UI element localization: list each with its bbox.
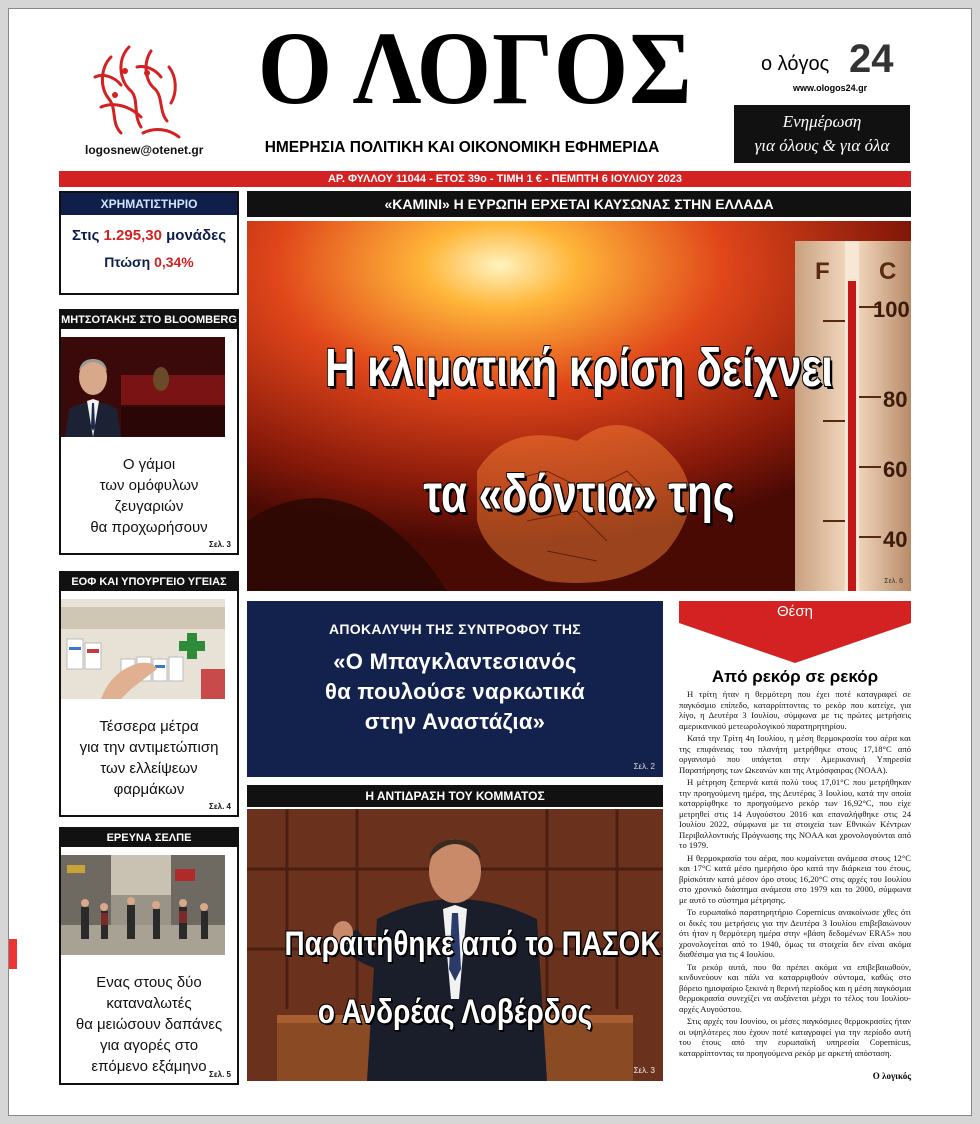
- side-story-consumers[interactable]: [59, 827, 239, 1085]
- brand-number: 24: [849, 37, 894, 81]
- logo-faces-illustration: [81, 37, 191, 145]
- ologos24-logo[interactable]: [761, 39, 911, 99]
- scan-edge-mark: [9, 939, 17, 969]
- shopping-street-photo: [61, 855, 225, 955]
- pharmacy-photo: [61, 599, 225, 699]
- mitsotakis-photo: [61, 337, 225, 437]
- brand-name: ο λόγος: [761, 53, 830, 75]
- heatwave-illustration: [247, 221, 911, 591]
- side-story-text: Τέσσερα μέτρα για την αντιμετώπιση των ελλείψεων φαρμάκων: [79, 718, 219, 798]
- stock-change-value: 0,34%: [154, 254, 194, 270]
- stock-index-line: Στις 1.295,30 μονάδες: [71, 227, 227, 244]
- page-reference: Σελ. 3: [633, 1066, 655, 1075]
- thermometer-tick: 60: [883, 457, 908, 482]
- brand-url: www.ologos24.gr: [793, 83, 868, 93]
- newspaper-title: Ο ΛΟΓΟΣ: [257, 11, 693, 126]
- issue-info-bar: ΑΡ. ΦΥΛΛΟΥ 11044 - ΕΤΟΣ 39ο - ΤΙΜΗ 1 € - ΠΕΜΠΤΗ 6 ΙΟΥΛΙΟΥ 2023: [59, 171, 911, 187]
- side-story-text: Ενας στους δύο καταναλωτές θα μειώσουν δαπάνες για αγορές στο επόμενο εξάμηνο: [75, 974, 223, 1075]
- side-story-heading: ΜΗΤΣΟΤΑΚΗΣ ΣΤΟ BLOOMBERG: [61, 311, 237, 329]
- stock-market-box[interactable]: [59, 191, 239, 295]
- story-kicker: ΑΠΟΚΑΛΥΨΗ ΤΗΣ ΣΥΝΤΡΟΦΟΥ ΤΗΣ: [328, 621, 582, 637]
- main-story-hero[interactable]: [247, 221, 911, 591]
- editorial-title: Από ρεκόρ σε ρεκόρ: [711, 667, 879, 686]
- page-reference: Σελ. 3: [209, 540, 231, 549]
- stock-change-line: Πτώση 0,34%: [104, 254, 194, 270]
- page-reference: Σελ. 6: [884, 578, 903, 585]
- side-story-heading: ΕΟΦ ΚΑΙ ΥΠΟΥΡΓΕΙΟ ΥΓΕΙΑΣ: [61, 573, 237, 591]
- pasok-headline-line-2: ο Ανδρέας Λοβέρδος: [317, 993, 593, 1031]
- tagline-box: [734, 105, 910, 163]
- editorial-label: Θέση: [679, 601, 911, 623]
- page-reference: Σελ. 4: [209, 802, 231, 811]
- main-story-kicker: «ΚΑΜΙΝΙ» Η ΕΥΡΩΠΗ ΕΡΧΕΤΑΙ ΚΑΥΣΩΝΑΣ ΣΤΗΝ ΕΛΛΑΔΑ: [247, 191, 911, 217]
- newspaper-subtitle: ΗΜΕΡΗΣΙΑ ΠΟΛΙΤΙΚΗ ΚΑΙ ΟΙΚΟΝΟΜΙΚΗ ΕΦΗΜΕΡΙΔΑ: [264, 139, 660, 156]
- contact-email: logosnew@otenet.gr: [85, 143, 204, 157]
- side-story-mitsotakis[interactable]: [59, 309, 239, 555]
- tagline-line-1: Ενημέρωση: [782, 112, 862, 131]
- thermometer-f-label: F: [815, 258, 830, 285]
- side-story-heading: ΕΡΕΥΝΑ ΣΕΛΠΕ: [61, 829, 237, 847]
- side-story-medicines[interactable]: [59, 571, 239, 817]
- editorial-body: Η τρίτη ήταν η θερμότερη που έχει ποτέ καταγραφεί σε παγκόσμιο επίπεδο, καταρρίπτοντας το ρεκόρ που κατείχε, για λίγο, η Δευτέρα 3 Ιουλίου, σύμφωνα με τις πρώτες μετρήσεις αμερικανικού μετεωρολογικού παρατηρητηρίου. Κατά την Τρίτη 4η Ιουλίου, η μέση θερμοκρασία του αέρα και της επιφάνειας του πλανήτη μετρήθηκε στους 17,18°C από οργανισμό που υπάγεται στην Αμερικανική Υπηρεσία Παρατήρησης των Ωκεανών και της Ατμόσφαιρας (NOAA). Η μέτρηση ξεπερνά κατά πολύ τους 17,01°C που μετρήθηκαν την προηγούμενη ημέρα, της Δευτέρας 3 Ιουλίου, κατά την οποία καταρρίφθηκε το προηγούμενο ρεκόρ των 16,92°C, που είχε μετρηθεί στις 14 Αυγούστου 2016 και επαναλήφθηκε στις 24 Ιουλίου 2022, σύμφωνα με τα στοιχεία των Εθνικών Κέντρων Περιβαλλοντικής Πρόγνωσης της NOAA και χρονολογούνται από το 1979. Η θερμοκρασία του αέρα, που κυμαίνεται ανάμεσα στους 12°C και 17°C κατά μέσο ημερήσιο όρο κατά την διάρκεια του έτους, βρίσκόταν κατά μέσον όρο στους 16,20°C στις αρχές του Ιουλίου στο χρονικό διάστημα ανάμεσα στο 1979 και το 2000, σύμφωνα με αυτό το σύστημα μέτρησης. Το ευρωπαϊκό παρατηρητήριο Copernicus ανακοίνωσε χθες ότι οι δικές του μετρήσεις για την Δευτέρα 3 Ιουλίου επιβεβαιώνουν ότι ήταν η θερμότερη ημέρα στην «βάση δεδομένων ERA5» που χρονολογείται από το 1940, όμως τα στοιχεία δεν είναι ακόμα διαθέσιμα για τις 4 Ιουλίου. Τα ρεκόρ αυτά, που θα πρέπει ακόμα να επιβεβαιωθούν, κινδυνεύουν και πάλι να καταρριφθούν σύντομα, καθώς στο βόρειο ημισφαίριο ξεκινά η θερινή περίοδος και η μέση παγκόσμια θερμοκρασία συνεχίζει να αυξάνεται μέχρι το τέλος του Ιουλίου-αρχές Αυγούστου. Στις αρχές του Ιουνίου, οι μέσες παγκόσμιες θερμοκρασίες ήταν οι υψηλότερες που έχουν ποτέ καταγραφεί για την περίοδο αυτή του έτους από την ευρωπαϊκή υπηρεσία Copernicus, καταρρίπτοντας τα προηγούμενα ρεκόρ με αρκετή απόσταση.: [679, 689, 911, 1058]
- anastasia-story[interactable]: [247, 601, 663, 777]
- editorial-banner-triangle: [679, 623, 911, 663]
- story-quote: «Ο Μπαγκλαντεσιανός θα πουλούσε ναρκωτικά στην Αναστάζια»: [325, 649, 585, 734]
- page-reference: Σελ. 2: [633, 762, 655, 771]
- side-story-text: Ο γάμοι των ομόφυλων ζευγαριών θα προχωρήσουν: [90, 456, 208, 536]
- stock-heading: ΧΡΗΜΑΤΙΣΤΗΡΙΟ: [61, 193, 237, 215]
- thermometer-c-label: C: [879, 258, 897, 285]
- stock-index-value: 1.295,30: [103, 227, 162, 244]
- main-headline-line-2: τα «δόντια» της: [423, 464, 735, 524]
- thermometer-tick: 80: [883, 387, 908, 412]
- editorial-signature: Ο λογικός: [872, 1071, 911, 1081]
- page-reference: Σελ. 5: [209, 1070, 231, 1079]
- tagline-line-2: για όλους & για όλα: [754, 136, 890, 155]
- main-headline-line-1: Η κλιματική κρίση δείχνει: [325, 338, 833, 398]
- thermometer-tick: 100: [873, 297, 910, 322]
- pasok-story-kicker: Η ΑΝΤΙΔΡΑΣΗ ΤΟΥ ΚΟΜΜΑΤΟΣ: [247, 785, 663, 807]
- thermometer-tick: 40: [883, 527, 908, 552]
- pasok-story[interactable]: [247, 809, 663, 1081]
- newspaper-front-page: [8, 8, 972, 1116]
- pasok-headline-line-1: Παραιτήθηκε από το ΠΑΣΟΚ: [284, 925, 661, 963]
